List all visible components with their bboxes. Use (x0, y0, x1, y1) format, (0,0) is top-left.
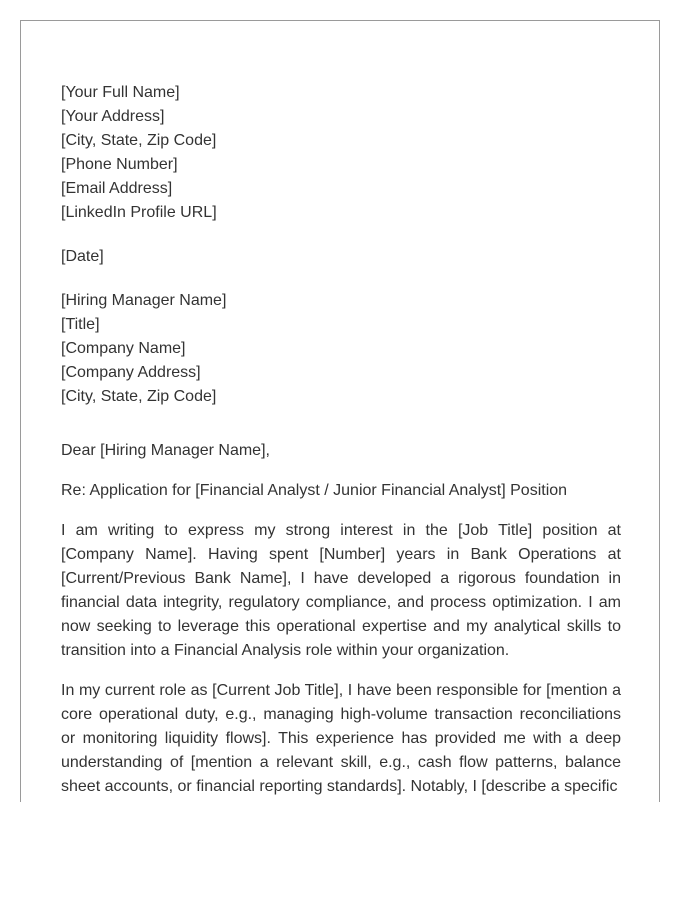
letter-date: [Date] (61, 248, 104, 265)
sender-city-state-zip: [City, State, Zip Code] (61, 132, 217, 149)
sender-phone: [Phone Number] (61, 156, 178, 173)
sender-linkedin: [LinkedIn Profile URL] (61, 204, 217, 221)
recipient-city-state-zip: [City, State, Zip Code] (61, 388, 217, 405)
recipient-block (61, 289, 621, 409)
sender-name: [Your Full Name] (61, 84, 180, 101)
recipient-company: [Company Name] (61, 340, 186, 357)
subject-line: Re: Application for [Financial Analyst / Junior Financial Analyst] Position (61, 482, 568, 499)
sender-email: [Email Address] (61, 180, 173, 197)
letter-body (61, 81, 621, 799)
document-page (20, 20, 660, 802)
recipient-name: [Hiring Manager Name] (61, 292, 227, 309)
body-paragraph-2: In my current role as [Current Job Title], I have been responsible for [mention a core operational duty, e.g., managing high-volume transaction reconciliations or monitoring liquidity flows]. This experience has provided me with a deep understanding of [mention a relevant skill, e.g., cash flow patterns, balance sheet accounts, or financial reporting standards]. Notably, I [describe a specific (61, 682, 621, 795)
sender-address: [Your Address] (61, 108, 165, 125)
recipient-title: [Title] (61, 316, 100, 333)
salutation: Dear [Hiring Manager Name], (61, 442, 270, 459)
subject-block (61, 479, 621, 503)
sender-block (61, 81, 621, 225)
recipient-address: [Company Address] (61, 364, 201, 381)
salutation-block (61, 439, 621, 463)
body-paragraph-1: I am writing to express my strong interest in the [Job Title] position at [Company Name]. Having spent [Number] years in Bank Operations at [Current/Previous Bank Name], I have developed a rigorous foundation in financial data integrity, regulatory compliance, and process optimization. I am now seeking to leverage this operational expertise and my analytical skills to transition into a Financial Analysis role within your organization. (61, 522, 621, 659)
date-block (61, 245, 621, 269)
